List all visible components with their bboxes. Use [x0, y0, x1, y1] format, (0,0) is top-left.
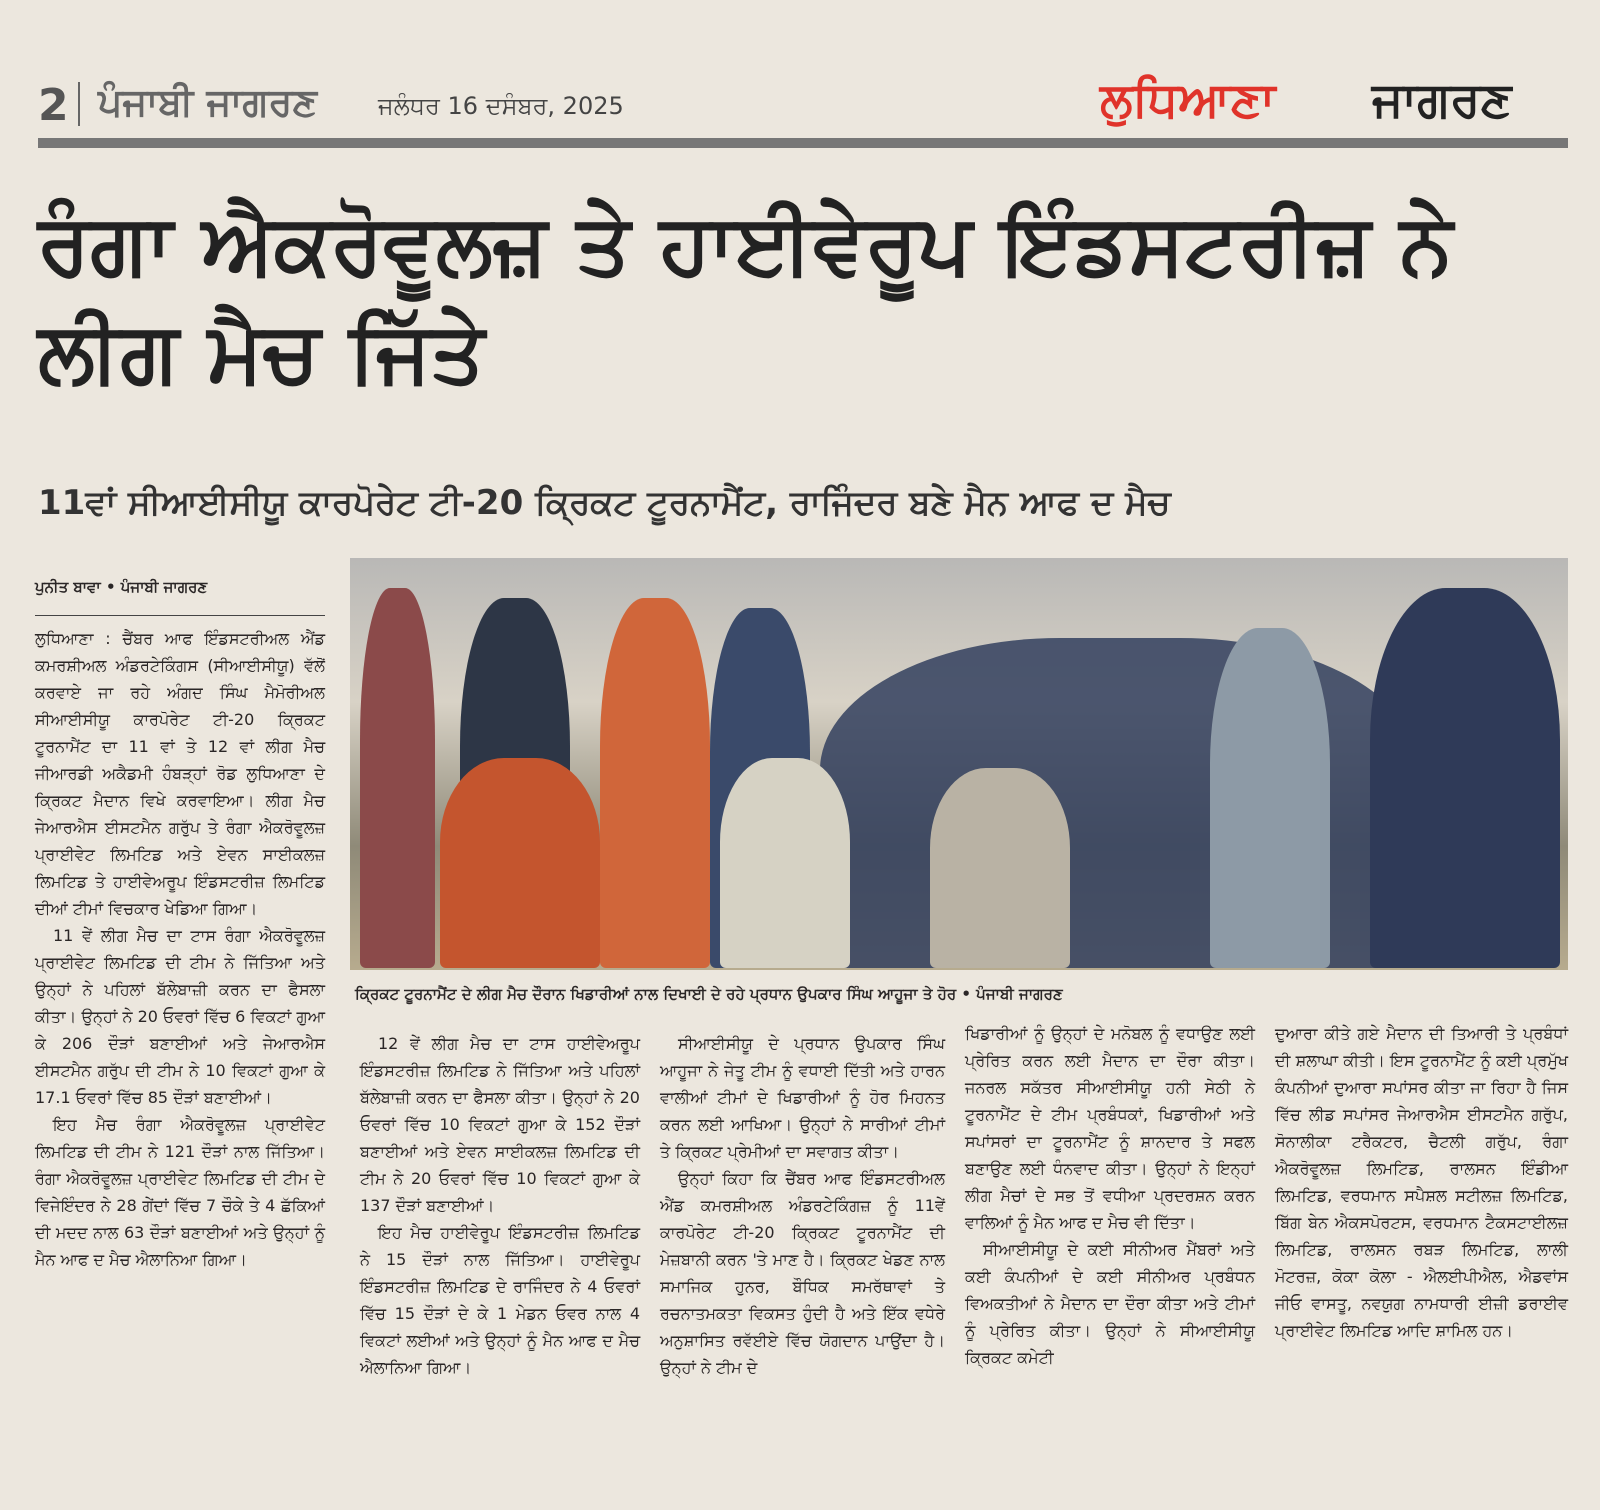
paragraph: ਉਨ੍ਹਾਂ ਕਿਹਾ ਕਿ ਚੈਂਬਰ ਆਫ ਇੰਡਸਟਰੀਅਲ ਐਂਡ ਕਮਰਸ਼ੀਅਲ ਅੰਡਰਟੇਕਿੰਗਜ਼ ਨੂੰ 11ਵੇਂ ਕਾਰਪੋਰੇਟ ਟੀ-20 ਕ੍ਰਿਕਟ ਟੂਰਨਾਮੈਂਟ ਦੀ ਮੇਜ਼ਬਾਨੀ ਕਰਨ 'ਤੇ ਮਾਣ ਹੈ। ਕ੍ਰਿਕਟ ਖੇਡਣ ਨਾਲ ਸਮਾਜਿਕ ਹੁਨਰ, ਬੌਧਿਕ ਸਮਰੱਥਾਵਾਂ ਤੇ ਰਚਨਾਤਮਕਤਾ ਵਿਕਸਤ ਹੁੰਦੀ ਹੈ ਅਤੇ ਇੱਕ ਵਧੇਰੇ ਅਨੁਸ਼ਾਸਿਤ ਰਵੱਈਏ ਵਿੱਚ ਯੋਗਦਾਨ ਪਾਉਂਦਾ ਹੈ। ਉਨ੍ਹਾਂ ਨੇ ਟੀਮ ਦੇ: [660, 1169, 945, 1377]
paragraph: ਇਹ ਮੈਚ ਰੰਗਾ ਐਕਰੋਵੂਲਜ਼ ਪ੍ਰਾਈਵੇਟ ਲਿਮਟਿਡ ਦੀ ਟੀਮ ਨੇ 121 ਦੌੜਾਂ ਨਾਲ ਜਿੱਤਿਆ। ਰੰਗਾ ਐਕਰੋਵੂਲਜ਼ ਪ੍ਰਾਈਵੇਟ ਲਿਮਟਿਡ ਦੀ ਟੀਮ ਦੇ ਵਿਜੇਇੰਦਰ ਨੇ 28 ਗੇਂਦਾਂ ਵਿੱਚ 7 ਚੌਕੇ ਤੇ 4 ਛੱਕਿਆਂ ਦੀ ਮਦਦ ਨਾਲ 63 ਦੌੜਾਂ ਬਣਾਈਆਂ ਅਤੇ ਉਨ੍ਹਾਂ ਨੂੰ ਮੈਨ ਆਫ ਦ ਮੈਚ ਐਲਾਨਿਆ ਗਿਆ।: [35, 1115, 325, 1269]
paragraph: ਸੀਆਈਸੀਯੂ ਦੇ ਕਈ ਸੀਨੀਅਰ ਮੈਂਬਰਾਂ ਅਤੇ ਕਈ ਕੰਪਨੀਆਂ ਦੇ ਕਈ ਸੀਨੀਅਰ ਪ੍ਰਬੰਧਨ ਵਿਅਕਤੀਆਂ ਨੇ ਮੈਦਾਨ ਦਾ ਦੌਰਾ ਕੀਤਾ ਅਤੇ ਟੀਮਾਂ ਨੂੰ ਪ੍ਰੇਰਿਤ ਕੀਤਾ। ਉਨ੍ਹਾਂ ਨੇ ਸੀਆਈਸੀਯੂ ਕ੍ਰਿਕਟ ਕਮੇਟੀ: [965, 1240, 1255, 1367]
header-rule: [38, 138, 1568, 148]
section-city-logo: ਲੁਧਿਆਣਾ: [1100, 72, 1276, 128]
masthead-divider: [78, 82, 80, 126]
byline-rule: [35, 615, 325, 616]
paragraph: 11 ਵੇਂ ਲੀਗ ਮੈਚ ਦਾ ਟਾਸ ਰੰਗਾ ਐਕਰੋਵੂਲਜ਼ ਪ੍ਰਾਈਵੇਟ ਲਿਮਟਿਡ ਦੀ ਟੀਮ ਨੇ ਜਿੱਤਿਆ ਅਤੇ ਉਨ੍ਹਾਂ ਨੇ ਪਹਿਲਾਂ ਬੱਲੇਬਾਜ਼ੀ ਕਰਨ ਦਾ ਫੈਸਲਾ ਕੀਤਾ। ਉਨ੍ਹਾਂ ਨੇ 20 ਓਵਰਾਂ ਵਿੱਚ 6 ਵਿਕਟਾਂ ਗੁਆ ਕੇ 206 ਦੌੜਾਂ ਬਣਾਈਆਂ ਅਤੇ ਜੇਆਰਐਸ ਈਸਟਮੈਨ ਗਰੁੱਪ ਦੀ ਟੀਮ ਨੇ 10 ਵਿਕਟਾਂ ਗੁਆ ਕੇ 17.1 ਓਵਰਾਂ ਵਿੱਚ 85 ਦੌੜਾਂ ਬਣਾਈਆਂ।: [35, 926, 325, 1107]
section-name-logo: ਜਾਗਰਣ: [1372, 72, 1512, 128]
paragraph: 12 ਵੇਂ ਲੀਗ ਮੈਚ ਦਾ ਟਾਸ ਹਾਈਵੇਅਰੂਪ ਇੰਡਸਟਰੀਜ਼ ਲਿਮਟਿਡ ਨੇ ਜਿੱਤਿਆ ਅਤੇ ਪਹਿਲਾਂ ਬੱਲੇਬਾਜ਼ੀ ਕਰਨ ਦਾ ਫੈਸਲਾ ਕੀਤਾ। ਉਨ੍ਹਾਂ ਨੇ 20 ਓਵਰਾਂ ਵਿੱਚ 10 ਵਿਕਟਾਂ ਗੁਆ ਕੇ 152 ਦੌੜਾਂ ਬਣਾਈਆਂ ਅਤੇ ਏਵਨ ਸਾਈਕਲਜ਼ ਲਿਮਟਿਡ ਦੀ ਟੀਮ ਨੇ 20 ਓਵਰਾਂ ਵਿੱਚ 10 ਵਿਕਟਾਂ ਗੁਆ ਕੇ 137 ਦੌੜਾਂ ਬਣਾਈਆਂ।: [360, 1034, 640, 1215]
byline: ਪੁਨੀਤ ਬਾਵਾ • ਪੰਜਾਬੀ ਜਾਗਰਣ: [35, 578, 208, 596]
article-column-4: [965, 1020, 1255, 1371]
article-column-5: [1275, 1020, 1568, 1344]
paragraph: ਲੁਧਿਆਣਾ : ਚੈਂਬਰ ਆਫ ਇੰਡਸਟਰੀਅਲ ਐਂਡ ਕਮਰਸ਼ੀਅਲ ਅੰਡਰਟੇਕਿੰਗਸ (ਸੀਆਈਸੀਯੂ) ਵੱਲੋਂ ਕਰਵਾਏ ਜਾ ਰਹੇ ਅੰਗਦ ਸਿੰਘ ਮੈਮੋਰੀਅਲ ਸੀਆਈਸੀਯੂ ਕਾਰਪੋਰੇਟ ਟੀ-20 ਕ੍ਰਿਕਟ ਟੂਰਨਾਮੈਂਟ ਦਾ 11 ਵਾਂ ਤੇ 12 ਵਾਂ ਲੀਗ ਮੈਚ ਜੀਆਰਡੀ ਅਕੈਡਮੀ ਹੰਬੜ੍ਹਾਂ ਰੋਡ ਲੁਧਿਆਣਾ ਦੇ ਕ੍ਰਿਕਟ ਮੈਦਾਨ ਵਿਖੇ ਕਰਵਾਇਆ। ਲੀਗ ਮੈਚ ਜੇਆਰਐਸ ਈਸਟਮੈਨ ਗਰੁੱਪ ਤੇ ਰੰਗਾ ਐਕਰੋਵੂਲਜ਼ ਪ੍ਰਾਈਵੇਟ ਲਿਮਟਿਡ ਅਤੇ ਏਵਨ ਸਾਈਕਲਜ਼ ਲਿਮਟਿਡ ਤੇ ਹਾਈਵੇਅਰੂਪ ਇੰਡਸਟਰੀਜ਼ ਲਿਮਟਿਡ ਦੀਆਂ ਟੀਮਾਂ ਵਿਚਕਾਰ ਖੇਡਿਆ ਗਿਆ।: [35, 629, 325, 918]
photo-caption: ਕ੍ਰਿਕਟ ਟੂਰਨਾਮੈਂਟ ਦੇ ਲੀਗ ਮੈਚ ਦੌਰਾਨ ਖਿਡਾਰੀਆਂ ਨਾਲ ਦਿਖਾਈ ਦੇ ਰਹੇ ਪ੍ਰਧਾਨ ਉਪਕਾਰ ਸਿੰਘ ਆਹੂਜਾ ਤੇ ਹੋਰ • ਪੰਜਾਬੀ ਜਾਗਰਣ: [355, 985, 1063, 1003]
article-column-3: [660, 1030, 945, 1381]
article-column-1: [35, 625, 325, 1273]
masthead-logo: ਪੰਜਾਬੀ ਜਾਗਰਣ: [98, 80, 318, 124]
team-photo: [350, 558, 1568, 970]
paragraph: ਦੁਆਰਾ ਕੀਤੇ ਗਏ ਮੈਦਾਨ ਦੀ ਤਿਆਰੀ ਤੇ ਪ੍ਰਬੰਧਾਂ ਦੀ ਸ਼ਲਾਘਾ ਕੀਤੀ। ਇਸ ਟੂਰਨਾਮੈਂਟ ਨੂੰ ਕਈ ਪ੍ਰਮੁੱਖ ਕੰਪਨੀਆਂ ਦੁਆਰਾ ਸਪਾਂਸਰ ਕੀਤਾ ਜਾ ਰਿਹਾ ਹੈ ਜਿਸ ਵਿੱਚ ਲੀਡ ਸਪਾਂਸਰ ਜੇਆਰਐਸ ਈਸਟਮੈਨ ਗਰੁੱਪ, ਸੋਨਾਲੀਕਾ ਟਰੈਕਟਰ, ਚੈਟਲੀ ਗਰੁੱਪ, ਰੰਗਾ ਐਕਰੋਵੂਲਜ਼ ਲਿਮਟਿਡ, ਰਾਲਸਨ ਇੰਡੀਆ ਲਿਮਟਿਡ, ਵਰਧਮਾਨ ਸਪੈਸ਼ਲ ਸਟੀਲਜ਼ ਲਿਮਟਿਡ, ਬਿੱਗ ਬੇਨ ਐਕਸਪੋਰਟਸ, ਵਰਧਮਾਨ ਟੈਕਸਟਾਈਲਜ਼ ਲਿਮਟਿਡ, ਰਾਲਸਨ ਰਬੜ ਲਿਮਟਿਡ, ਲਾਲੀ ਮੋਟਰਜ਼, ਕੋਕਾ ਕੋਲਾ - ਐਲਈਪੀਐਲ, ਐਡਵਾਂਸ ਜੀਓ ਵਾਸਤੂ, ਨਵਯੁਗ ਨਾਮਧਾਰੀ ਈਜ਼ੀ ਡਰਾਈਵ ਪ੍ਰਾਈਵੇਟ ਲਿਮਟਿਡ ਆਦਿ ਸ਼ਾਮਿਲ ਹਨ।: [1275, 1024, 1568, 1340]
subheadline: 11ਵਾਂ ਸੀਆਈਸੀਯੂ ਕਾਰਪੋਰੇਟ ਟੀ-20 ਕ੍ਰਿਕਟ ਟੂਰਨਾਮੈਂਟ, ਰਾਜਿੰਦਰ ਬਣੇ ਮੈਨ ਆਫ ਦ ਮੈਚ: [38, 483, 1171, 523]
paragraph: ਖਿਡਾਰੀਆਂ ਨੂੰ ਉਨ੍ਹਾਂ ਦੇ ਮਨੋਬਲ ਨੂੰ ਵਧਾਉਣ ਲਈ ਪ੍ਰੇਰਿਤ ਕਰਨ ਲਈ ਮੈਦਾਨ ਦਾ ਦੌਰਾ ਕੀਤਾ। ਜਨਰਲ ਸਕੱਤਰ ਸੀਆਈਸੀਯੂ ਹਨੀ ਸੇਠੀ ਨੇ ਟੂਰਨਾਮੈਂਟ ਦੇ ਟੀਮ ਪ੍ਰਬੰਧਕਾਂ, ਖਿਡਾਰੀਆਂ ਅਤੇ ਸਪਾਂਸਰਾਂ ਦਾ ਟੂਰਨਾਮੈਂਟ ਨੂੰ ਸ਼ਾਨਦਾਰ ਤੇ ਸਫਲ ਬਣਾਉਣ ਲਈ ਧੰਨਵਾਦ ਕੀਤਾ। ਉਨ੍ਹਾਂ ਨੇ ਇਨ੍ਹਾਂ ਲੀਗ ਮੈਚਾਂ ਦੇ ਸਭ ਤੋਂ ਵਧੀਆ ਪ੍ਰਦਰਸ਼ਨ ਕਰਨ ਵਾਲਿਆਂ ਨੂੰ ਮੈਨ ਆਫ ਦ ਮੈਚ ਵੀ ਦਿੱਤਾ।: [965, 1024, 1255, 1232]
article-column-2: [360, 1030, 640, 1381]
dateline: ਜਲੰਧਰ 16 ਦਸੰਬਰ, 2025: [378, 92, 624, 120]
paragraph: ਇਹ ਮੈਚ ਹਾਈਵੇਰੂਪ ਇੰਡਸਟਰੀਜ਼ ਲਿਮਟਿਡ ਨੇ 15 ਦੌੜਾਂ ਨਾਲ ਜਿੱਤਿਆ। ਹਾਈਵੇਰੂਪ ਇੰਡਸਟਰੀਜ਼ ਲਿਮਟਿਡ ਦੇ ਰਾਜਿੰਦਰ ਨੇ 4 ਓਵਰਾਂ ਵਿੱਚ 15 ਦੌੜਾਂ ਦੇ ਕੇ 1 ਮੇਡਨ ਓਵਰ ਨਾਲ 4 ਵਿਕਟਾਂ ਲਈਆਂ ਅਤੇ ਉਨ੍ਹਾਂ ਨੂੰ ਮੈਨ ਆਫ ਦ ਮੈਚ ਐਲਾਨਿਆ ਗਿਆ।: [360, 1223, 640, 1377]
paragraph: ਸੀਆਈਸੀਯੂ ਦੇ ਪ੍ਰਧਾਨ ਉਪਕਾਰ ਸਿੰਘ ਆਹੂਜਾ ਨੇ ਜੇਤੂ ਟੀਮ ਨੂੰ ਵਧਾਈ ਦਿੱਤੀ ਅਤੇ ਹਾਰਨ ਵਾਲੀਆਂ ਟੀਮਾਂ ਦੇ ਖਿਡਾਰੀਆਂ ਨੂੰ ਹੋਰ ਮਿਹਨਤ ਕਰਨ ਲਈ ਆਖਿਆ। ਉਨ੍ਹਾਂ ਨੇ ਸਾਰੀਆਂ ਟੀਮਾਂ ਤੇ ਕ੍ਰਿਕਟ ਪ੍ਰੇਮੀਆਂ ਦਾ ਸਵਾਗਤ ਕੀਤਾ।: [660, 1034, 945, 1161]
headline: ਰੰਗਾ ਐਕਰੋਵੂਲਜ਼ ਤੇ ਹਾਈਵੇਰੂਪ ਇੰਡਸਟਰੀਜ਼ ਨੇ ਲੀਗ ਮੈਚ ਜਿੱਤੇ: [38, 195, 1453, 401]
page-number: 2: [38, 80, 69, 131]
